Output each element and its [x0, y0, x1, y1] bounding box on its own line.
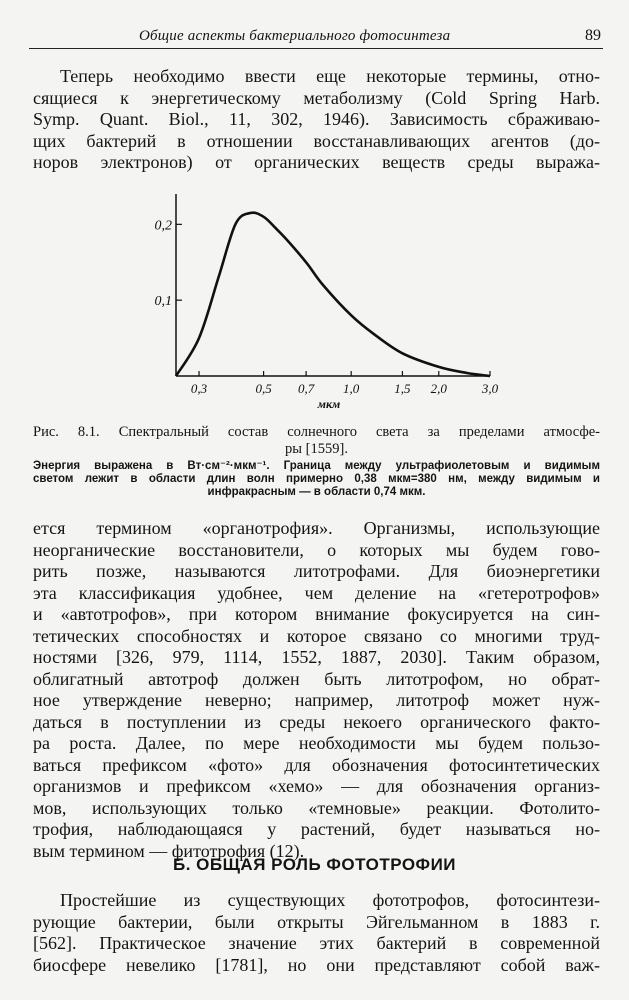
figure-caption	[33, 424, 600, 458]
text-line: рующие бактерии, были открыты Эйгельманном в 1883 г.	[33, 911, 600, 932]
text-line: ностями [326, 979, 1114, 1552, 1887, 2030]. Таким образом,	[33, 647, 600, 667]
text-line: даться в поступлении из среды некоего органического факто-	[33, 711, 600, 732]
x-tick-label: 0,3	[190, 381, 208, 396]
paragraph-main	[33, 518, 600, 862]
text-line: норов электронов) от органических веществ среды выража-	[33, 152, 600, 172]
running-title: Общие аспекты бактериального фотосинтеза	[139, 28, 451, 44]
text-line: вым термином — фитотрофия (12).	[33, 840, 305, 861]
x-tick-label: 2,0	[430, 381, 447, 396]
y-tick-label: 0,2	[154, 218, 172, 234]
x-tick-label: 1,0	[343, 381, 360, 396]
text-line: неорганические восстановители, о которых мы будем гово-	[33, 539, 600, 560]
text-line: сящиеся к энергетическому метаболизму (Cold Spring Harb.	[33, 87, 600, 108]
note-line: Энергия выражена в Вт·см⁻²·мкм⁻¹. Граница между ультрафиолетовым и видимым	[33, 460, 600, 472]
text-line: щих бактерий в отношении восстанавливающих агентов (до-	[33, 130, 600, 151]
text-line: биосфере невелико [1781], но они представляют собой важ-	[33, 954, 600, 975]
x-tick-label: 3,0	[481, 381, 499, 396]
caption-line: Рис. 8.1. Спектральный состав солнечного света за пределами атмосфе-	[33, 424, 600, 440]
note-line: светом лежит в области длин волн примерно 0,38 мкм=380 нм, между видимым и	[33, 473, 600, 485]
page-number: 89	[585, 27, 601, 44]
x-tick-label: 0,5	[255, 381, 272, 396]
text-line: организмов и префиксом «хемо» — для обозначения организ-	[33, 776, 600, 796]
caption-line: ры [1559].	[285, 441, 348, 457]
paragraph-intro	[33, 66, 600, 174]
y-tick-label: 0,1	[154, 294, 172, 310]
series-line	[176, 213, 490, 376]
text-line: Простейшие из существующих фототрофов, фотосинтези-	[60, 890, 600, 910]
figure-note	[33, 460, 600, 499]
text-line: эта классификация удобнее, чем деление на «гетеротрофов»	[33, 582, 600, 603]
text-line: и «автотрофов», при котором внимание фокусируется на син-	[33, 604, 600, 624]
text-line: мов, использующих только «темновые» реакции. Фотолито-	[33, 797, 600, 818]
x-axis-label: мкм	[317, 397, 341, 410]
note-line: инфракрасным — в области 0,74 мкм.	[207, 486, 426, 498]
paragraph-phototrophy	[33, 890, 600, 976]
text-line: облигатный автотроф должен быть литотрофом, но обрат-	[33, 668, 600, 689]
solar-spectrum-chart	[140, 188, 510, 410]
x-tick-label: 1,5	[394, 381, 411, 396]
x-tick-label: 0,7	[297, 381, 315, 396]
text-line: Symp. Quant. Biol., 11, 302, 1946). Зависимость сбраживаю-	[33, 109, 600, 129]
text-line: ра роста. Далее, по мере необходимости мы будем пользо-	[33, 733, 600, 753]
text-line: ется термином «органотрофия». Организмы, использующие	[33, 518, 600, 538]
text-line: [562]. Практическое значение этих бактерий в современной	[33, 933, 600, 953]
text-line: ваться префиксом «фото» для обозначения фотосинтетических	[33, 754, 600, 775]
text-line: ное утверждение неверно; например, литотроф может нуж-	[33, 690, 600, 710]
text-line: Теперь необходимо ввести еще некоторые термины, отно-	[60, 66, 600, 86]
running-header	[29, 26, 603, 49]
text-line: трофия, наблюдающаяся у растений, будет называться но-	[33, 819, 600, 839]
section-heading: Б. ОБЩАЯ РОЛЬ ФОТОТРОФИИ	[172, 855, 457, 874]
text-line: рить позже, называются литотрофами. Для биоэнергетики	[33, 561, 600, 581]
text-line: тетических способностях и которое связано со многими труд-	[33, 625, 600, 646]
